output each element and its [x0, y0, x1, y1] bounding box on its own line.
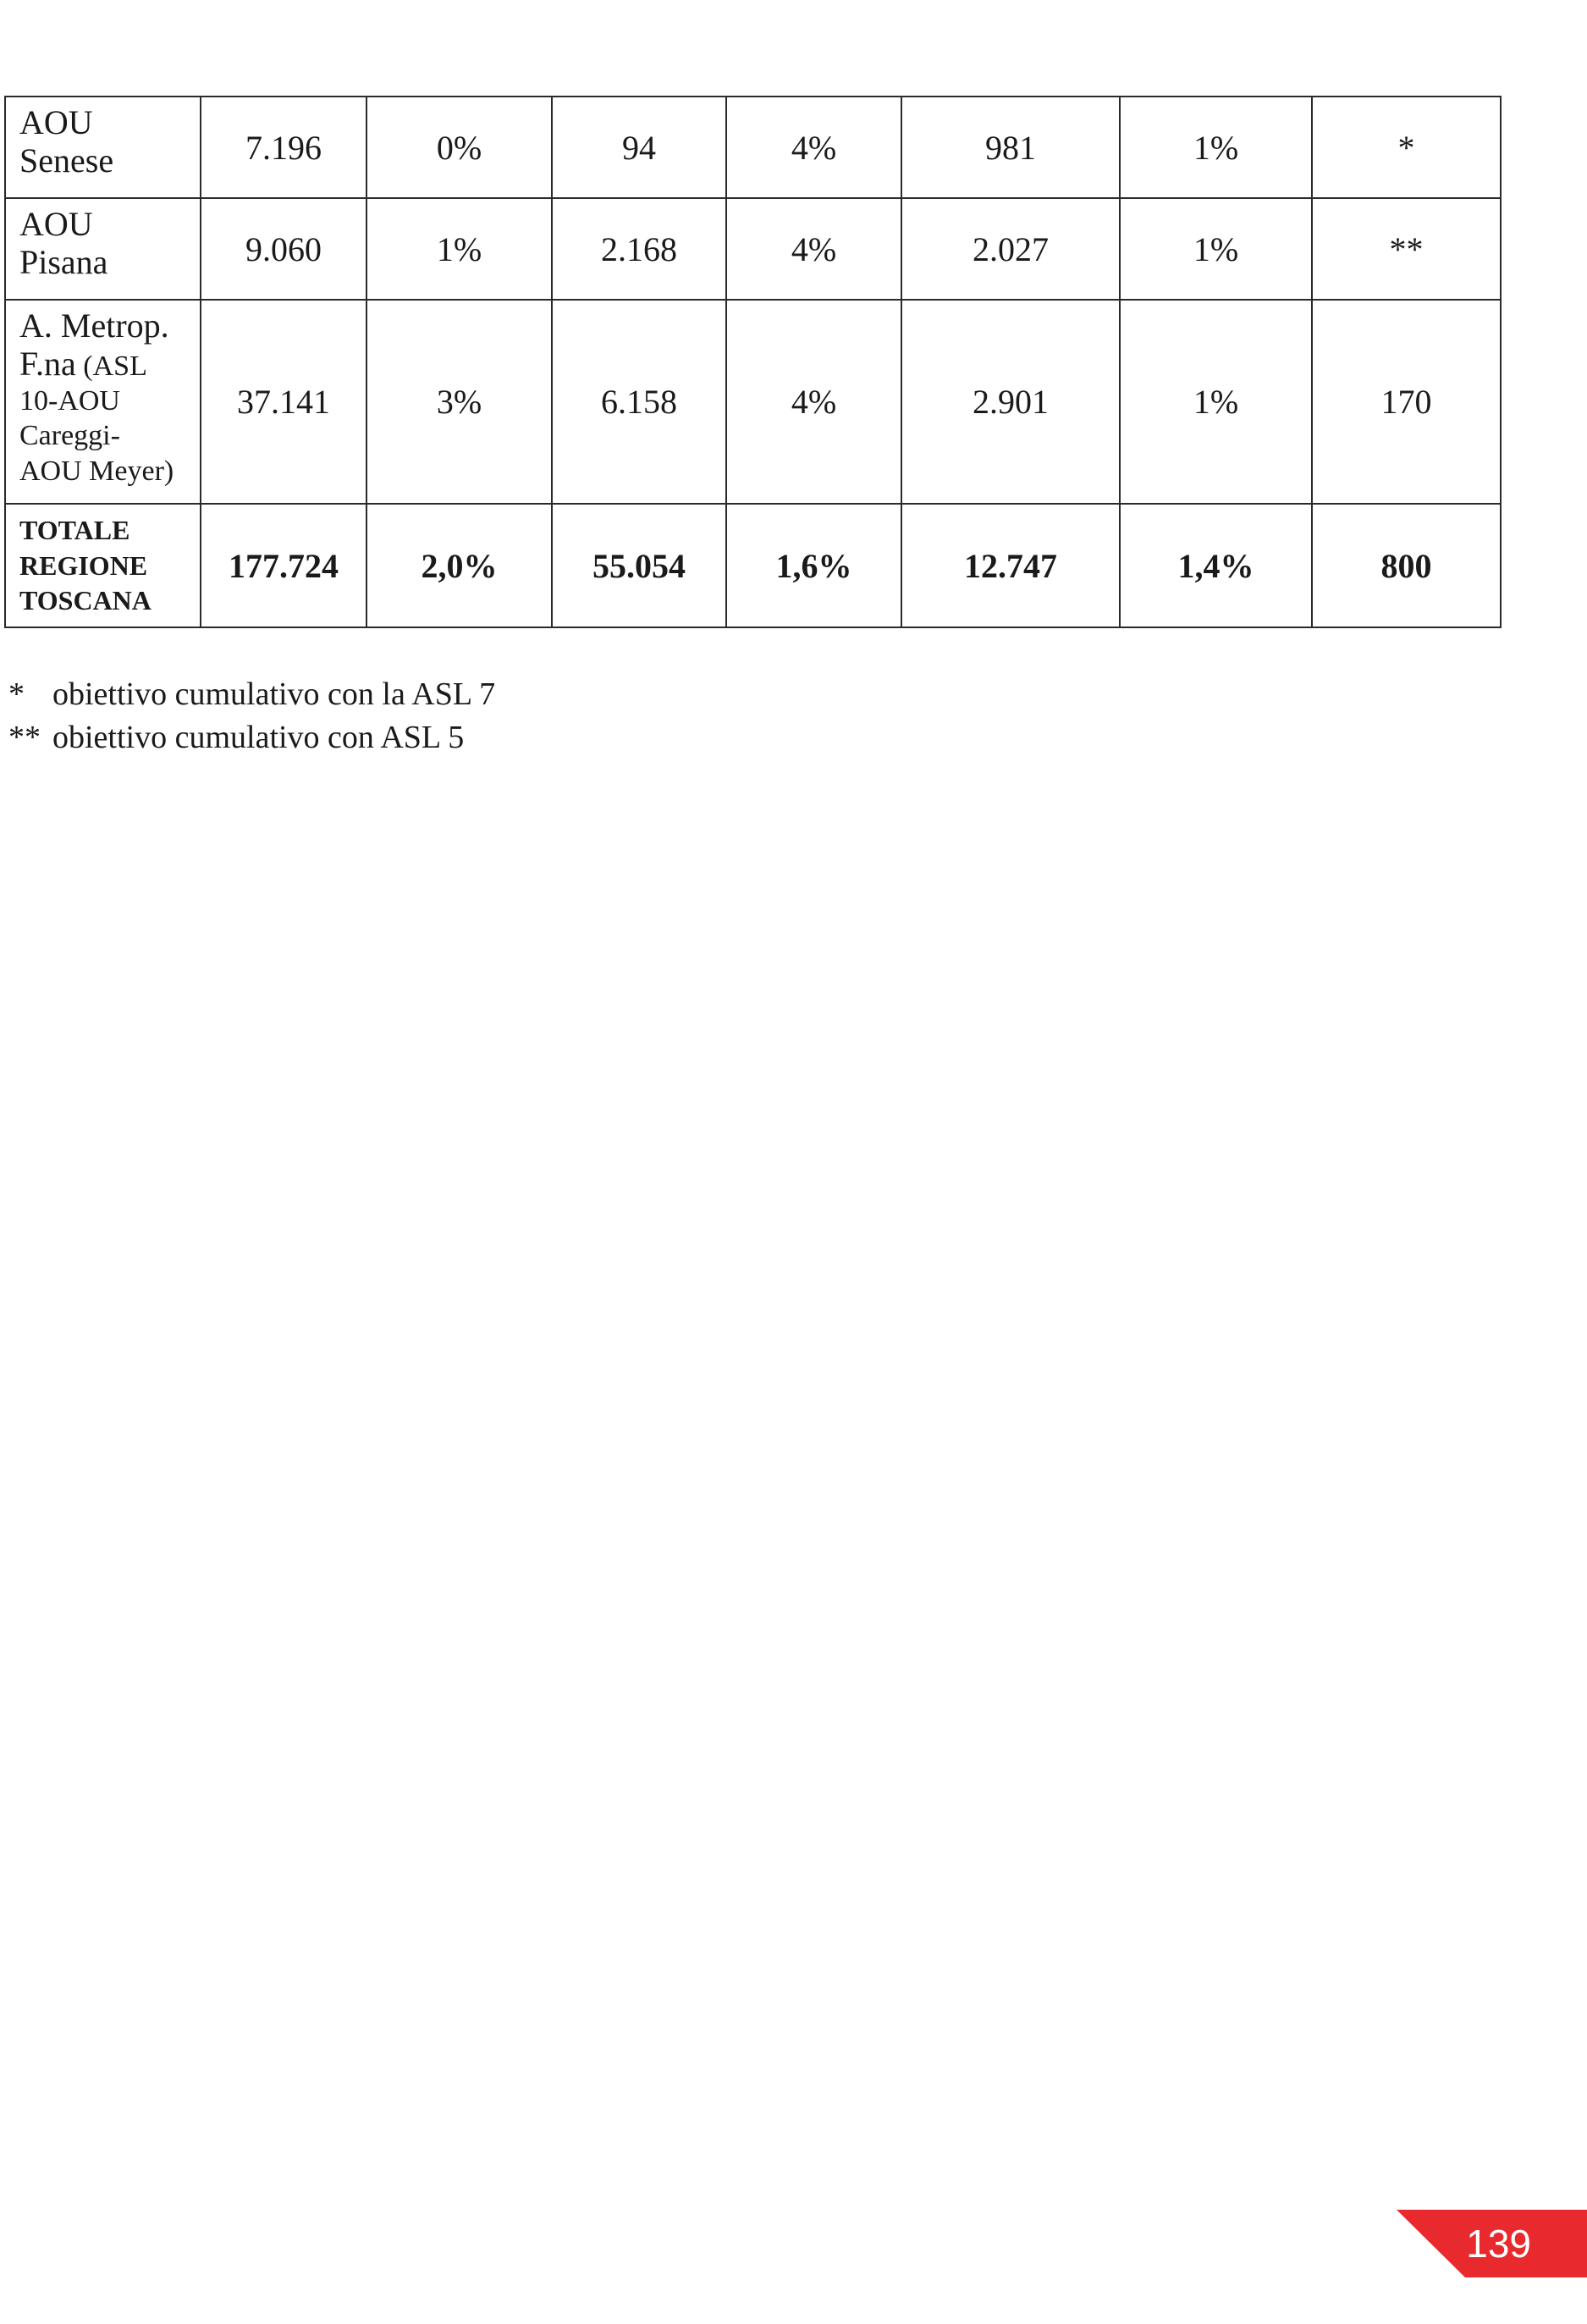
footnotes: [8, 673, 495, 759]
table-cell: 981: [901, 97, 1120, 198]
table-cell: *: [1312, 97, 1501, 198]
table-cell: 2.168: [552, 198, 726, 300]
table-cell: 170: [1312, 300, 1501, 504]
footnote-text: obiettivo cumulativo con ASL 5: [52, 720, 465, 755]
table-cell: 1%: [1120, 97, 1312, 198]
table-cell: 2.027: [901, 198, 1120, 300]
footnote-marker: *: [8, 676, 25, 712]
row-label: AOU Pisana: [5, 198, 201, 300]
table-cell: 1%: [1120, 198, 1312, 300]
table-cell: 1%: [1120, 300, 1312, 504]
total-row-label: TOTALE REGIONE TOSCANA: [5, 504, 201, 627]
table-cell: 6.158: [552, 300, 726, 504]
total-row: [5, 504, 1501, 627]
page-number: 139: [1466, 2222, 1531, 2266]
table-row: [5, 300, 1501, 504]
row-label: A. Metrop. F.na (ASL 10-AOU Careggi- AOU Meyer): [5, 300, 201, 504]
table-cell: 4%: [726, 97, 901, 198]
table-cell: 3%: [366, 300, 552, 504]
table-row: [5, 97, 1501, 198]
table-row: [5, 198, 1501, 300]
total-cell: 1,6%: [726, 504, 901, 627]
total-cell: 800: [1312, 504, 1501, 627]
row-label: AOU Senese: [5, 97, 201, 198]
table-cell: 94: [552, 97, 726, 198]
data-table: [4, 96, 1502, 628]
footnote-marker: **: [8, 720, 41, 755]
footnote: [8, 716, 495, 759]
total-cell: 55.054: [552, 504, 726, 627]
table-cell: **: [1312, 198, 1501, 300]
total-cell: 12.747: [901, 504, 1120, 627]
table-cell: 1%: [366, 198, 552, 300]
table-cell: 2.901: [901, 300, 1120, 504]
total-cell: 177.724: [201, 504, 366, 627]
table-cell: 4%: [726, 198, 901, 300]
table-cell: 0%: [366, 97, 552, 198]
footnote-text: obiettivo cumulativo con la ASL 7: [52, 676, 496, 712]
total-cell: 2,0%: [366, 504, 552, 627]
table-cell: 9.060: [201, 198, 366, 300]
total-cell: 1,4%: [1120, 504, 1312, 627]
table-cell: 37.141: [201, 300, 366, 504]
table-cell: 4%: [726, 300, 901, 504]
footnote: [8, 673, 495, 716]
table-cell: 7.196: [201, 97, 366, 198]
